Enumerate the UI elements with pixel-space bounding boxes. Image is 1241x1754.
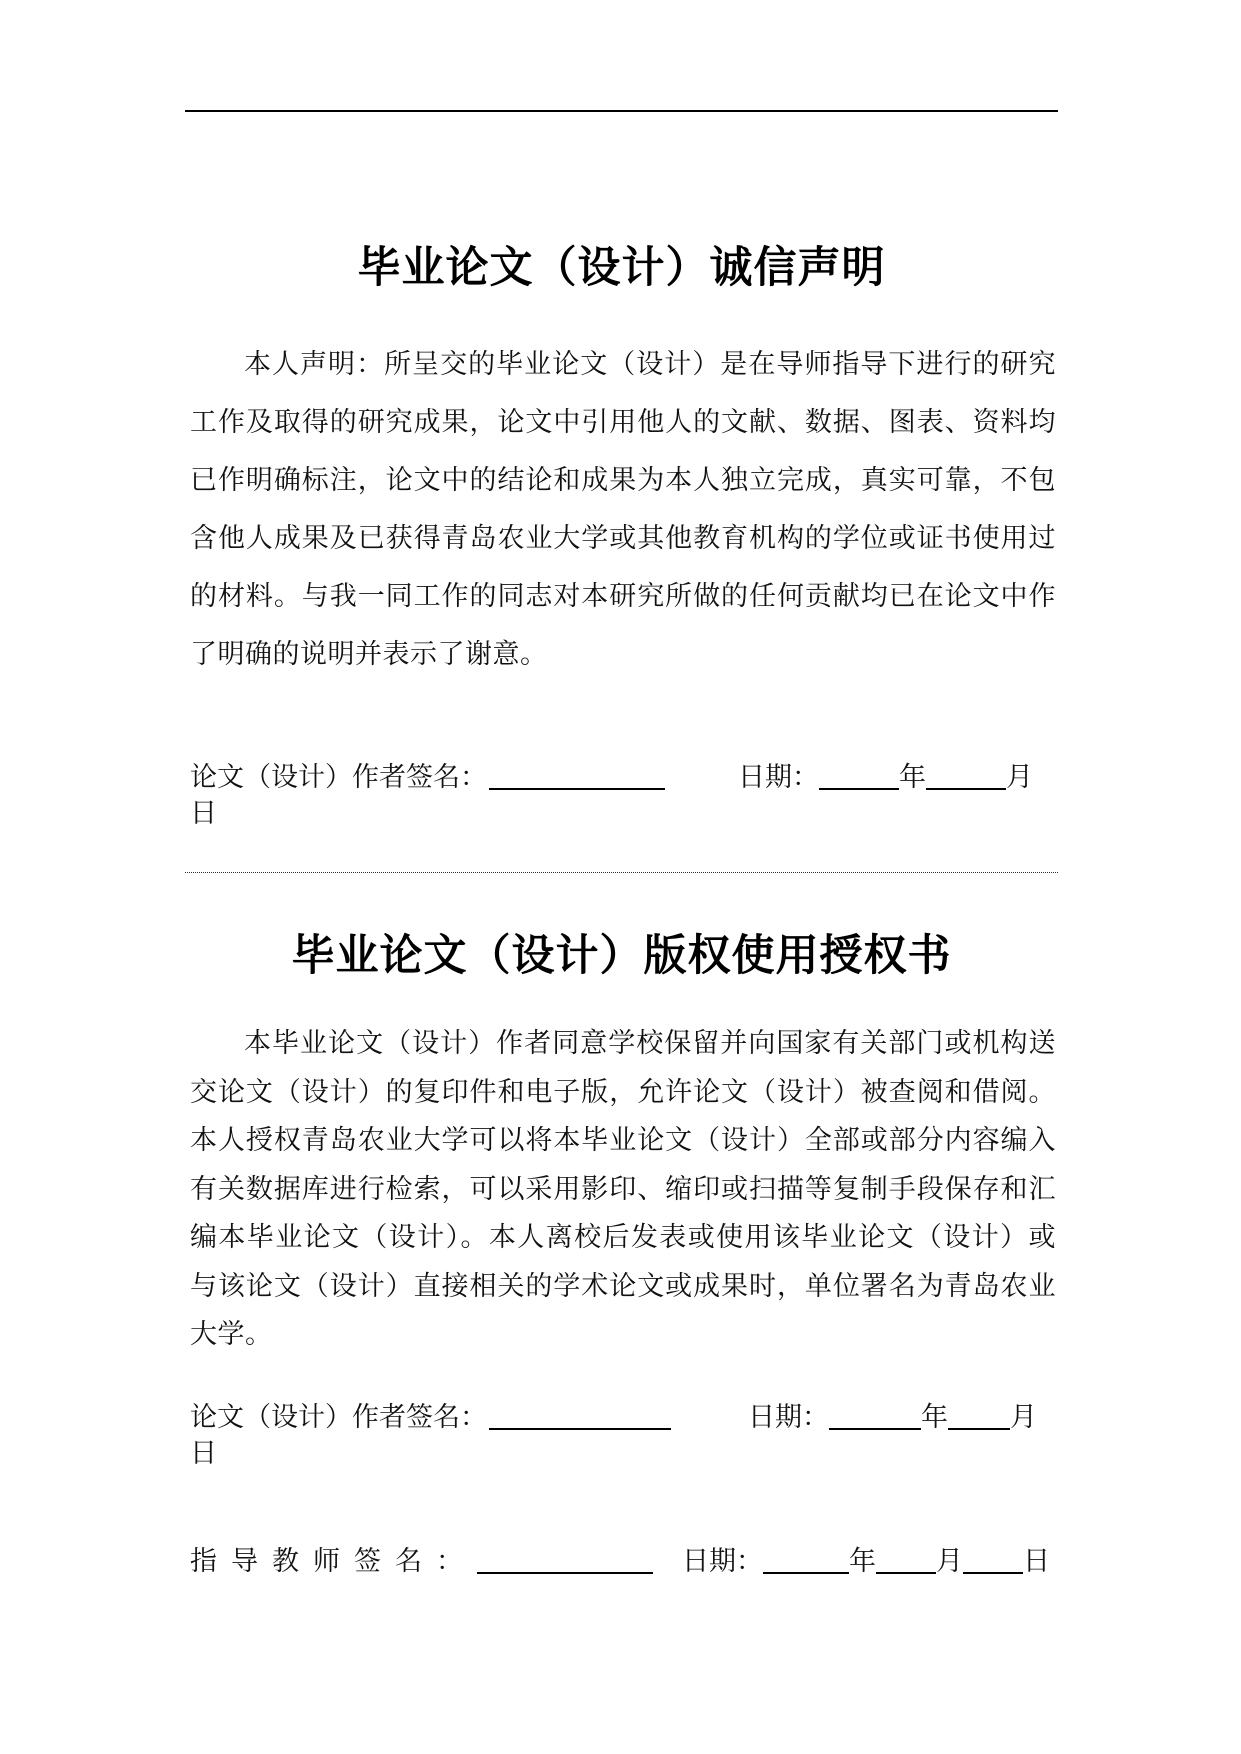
header-rule [185,110,1058,112]
declaration-paragraph: 本人声明：所呈交的毕业论文（设计）是在导师指导下进行的研究工作及取得的研究成果，论文中引用他人的文献、数据、图表、资料均已作明确标注，论文中的结论和成果为本人独立完成，真实可靠，不包含他人成果及已获得青岛农业大学或其他教育机构的学位或证书使用过的材料。与我一同工作的同志对本研究所做的任何贡献均已在论文中作了明确的说明并表示了谢意。 [190,349,1056,670]
day-field[interactable] [963,1544,1023,1574]
authorization-title: 毕业论文（设计）版权使用授权书 [291,931,952,981]
section-divider [185,872,1058,873]
advisor-signature-row [190,1544,1060,1580]
date-label: 日期： [682,1546,763,1577]
declaration-title: 毕业论文（设计）诚信声明 [357,243,886,293]
date-label: 日期： [748,1402,829,1433]
day-label: 日 [190,798,217,829]
declaration-signature-block [190,760,1060,832]
year-field[interactable] [763,1544,849,1574]
month-label: 月 [936,1546,963,1577]
author-signature-label: 论文（设计）作者签名： [190,1402,487,1433]
year-label: 年 [899,762,926,793]
authorization-author-signature-row [190,1400,1060,1436]
month-field[interactable] [926,760,1006,790]
month-label: 月 [1010,1402,1037,1433]
month-field[interactable] [876,1544,936,1574]
author-signature-field[interactable] [489,760,665,790]
year-field[interactable] [819,760,899,790]
date-label: 日期： [738,762,819,793]
year-field[interactable] [829,1400,921,1430]
advisor-signature-field[interactable] [477,1544,653,1574]
month-label: 月 [1006,762,1033,793]
day-label: 日 [190,1438,217,1469]
advisor-signature-block [190,1544,1060,1580]
day-label: 日 [1023,1546,1050,1577]
author-signature-label: 论文（设计）作者签名： [190,762,487,793]
authorization-paragraph: 本毕业论文（设计）作者同意学校保留并向国家有关部门或机构送交论文（设计）的复印件和电子版，允许论文（设计）被查阅和借阅。本人授权青岛农业大学可以将本毕业论文（设计）全部或部分内容编入有关数据库进行检索，可以采用影印、缩印或扫描等复制手段保存和汇编本毕业论文（设计）。本人离校后发表或使用该毕业论文（设计）或与该论文（设计）直接相关的学术论文或成果时，单位署名为青岛农业大学。 [190,1028,1056,1350]
author-signature-field[interactable] [489,1400,671,1430]
month-field[interactable] [948,1400,1010,1430]
authorization-author-signature-block [190,1400,1060,1472]
advisor-signature-label: 指导教师签名： [190,1546,477,1577]
year-label: 年 [849,1546,876,1577]
declaration-signature-row [190,760,1060,796]
year-label: 年 [921,1402,948,1433]
